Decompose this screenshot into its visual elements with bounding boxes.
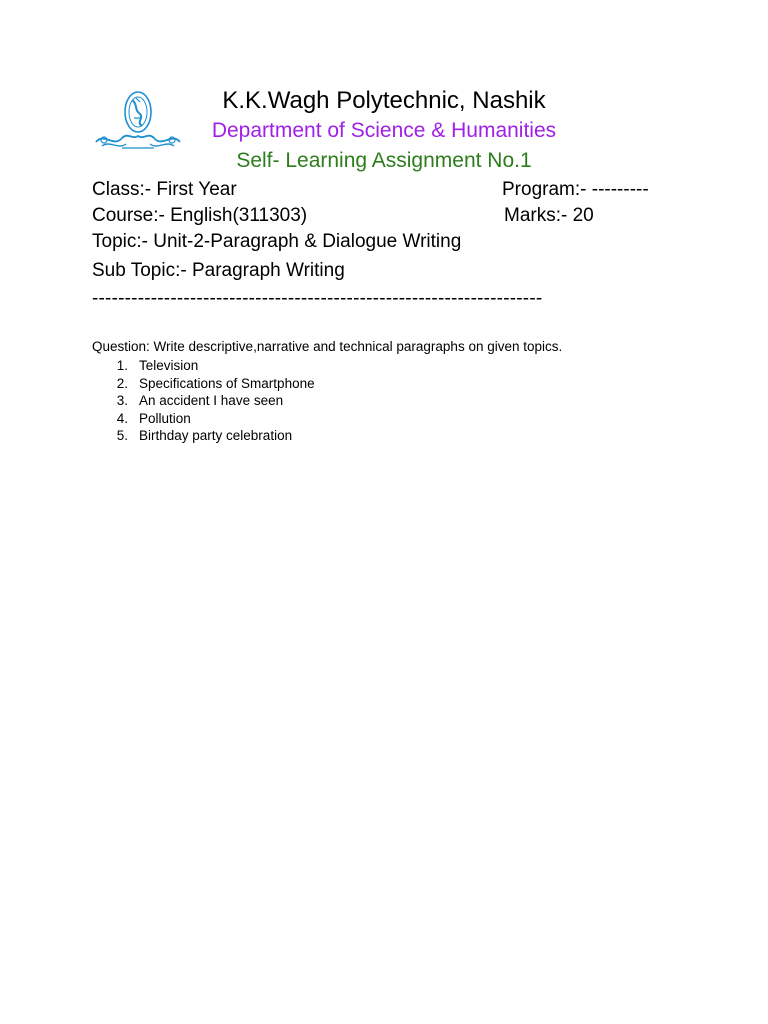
question-text: Question: Write descriptive,narrative and technical paragraphs on given topics.: [92, 339, 563, 354]
list-item: [92, 392, 315, 410]
institute-name: K.K.Wagh Polytechnic, Nashik: [222, 87, 546, 114]
list-text: Birthday party celebration: [139, 428, 293, 444]
list-item: [92, 410, 315, 428]
assignment-title: Self- Learning Assignment No.1: [236, 149, 532, 172]
list-text: Pollution: [139, 410, 191, 426]
marks-label: Marks:- 20: [504, 205, 594, 226]
list-text: An accident I have seen: [139, 393, 284, 409]
class-label: Class:- First Year: [92, 179, 237, 200]
list-item: [92, 375, 315, 393]
sub-topic-label: Sub Topic:- Paragraph Writing: [92, 260, 345, 281]
topics-list: [92, 357, 315, 445]
list-number: 5.: [116, 428, 128, 444]
list-item: [92, 427, 315, 445]
department-name: Department of Science & Humanities: [211, 119, 557, 142]
separator-line: ---------------------------------------------------------------------: [92, 288, 543, 309]
list-text: Specifications of Smartphone: [139, 375, 315, 391]
course-label: Course:- English(311303): [92, 205, 308, 226]
list-number: 1.: [116, 358, 128, 373]
program-label: Program:- ---------: [502, 179, 649, 200]
list-text: Television: [139, 358, 199, 373]
list-number: 3.: [116, 393, 128, 409]
list-number: 4.: [116, 410, 128, 426]
list-item: [92, 357, 315, 375]
list-number: 2.: [116, 375, 128, 391]
topic-label: Topic:- Unit-2-Paragraph & Dialogue Writing: [92, 231, 462, 252]
